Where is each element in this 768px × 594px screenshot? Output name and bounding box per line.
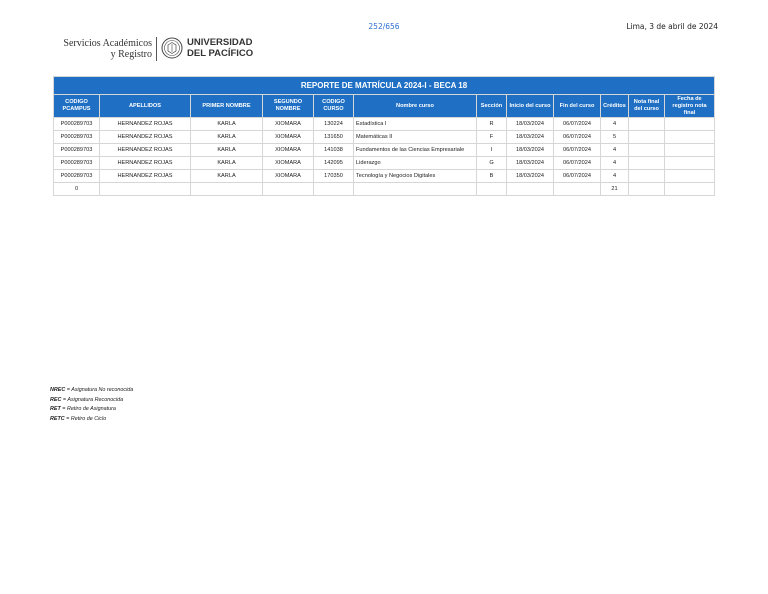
column-header: Inicio del curso bbox=[507, 95, 554, 118]
table-cell bbox=[629, 157, 665, 170]
table-cell: XIOMARA bbox=[263, 144, 314, 157]
table-cell: F bbox=[477, 131, 507, 144]
column-header: Créditos bbox=[601, 95, 629, 118]
table-cell: HERNANDEZ ROJAS bbox=[100, 170, 191, 183]
table-cell: 4 bbox=[601, 144, 629, 157]
table-cell: KARLA bbox=[191, 118, 263, 131]
department-name bbox=[63, 38, 152, 60]
table-cell: 06/07/2024 bbox=[554, 118, 601, 131]
table-cell bbox=[665, 144, 715, 157]
legend-item bbox=[50, 386, 133, 396]
university-line-1: UNIVERSIDAD bbox=[187, 37, 253, 48]
report-body bbox=[54, 118, 715, 196]
table-cell: 18/03/2024 bbox=[507, 144, 554, 157]
legend-abbr: RET bbox=[50, 406, 61, 412]
table-cell bbox=[354, 183, 477, 196]
table-cell: XIOMARA bbox=[263, 157, 314, 170]
table-cell: P000289703 bbox=[54, 157, 100, 170]
table-cell: Fundamentos de las Ciencias Empresariale bbox=[354, 144, 477, 157]
table-cell: B bbox=[477, 170, 507, 183]
university-name bbox=[187, 38, 253, 59]
table-row bbox=[54, 118, 715, 131]
department-line-2: y Registro bbox=[110, 49, 152, 60]
table-cell: 130224 bbox=[314, 118, 354, 131]
table-cell: KARLA bbox=[191, 131, 263, 144]
column-header: Sección bbox=[477, 95, 507, 118]
table-cell: XIOMARA bbox=[263, 131, 314, 144]
table-cell bbox=[507, 183, 554, 196]
table-cell: Liderazgo bbox=[354, 157, 477, 170]
table-cell: 131650 bbox=[314, 131, 354, 144]
table-cell bbox=[191, 183, 263, 196]
table-cell: Tecnología y Negocios Digitales bbox=[354, 170, 477, 183]
table-cell: P000289703 bbox=[54, 118, 100, 131]
table-cell: R bbox=[477, 118, 507, 131]
column-header: PRIMER NOMBRE bbox=[191, 95, 263, 118]
table-cell: 4 bbox=[601, 170, 629, 183]
table-cell bbox=[314, 183, 354, 196]
table-row bbox=[54, 131, 715, 144]
table-cell: 21 bbox=[601, 183, 629, 196]
table-cell bbox=[665, 131, 715, 144]
legend-abbr: REC bbox=[50, 396, 62, 403]
table-cell: 4 bbox=[601, 157, 629, 170]
legend-text: Asignatura Reconocida bbox=[67, 396, 124, 403]
table-cell: 170350 bbox=[314, 170, 354, 183]
table-cell: I bbox=[477, 144, 507, 157]
table-cell bbox=[629, 170, 665, 183]
table-cell: 142095 bbox=[314, 157, 354, 170]
document-date: Lima, 3 de abril de 2024 bbox=[626, 22, 718, 31]
table-cell: G bbox=[477, 157, 507, 170]
legend-text: Retiro de Ciclo bbox=[70, 415, 107, 422]
table-cell bbox=[629, 183, 665, 196]
table-cell: KARLA bbox=[191, 157, 263, 170]
table-cell bbox=[477, 183, 507, 196]
university-line-2: DEL PACÍFICO bbox=[187, 47, 254, 59]
column-header: Nota final del curso bbox=[629, 95, 665, 118]
legend-text: Retiro de Asignatura bbox=[66, 406, 116, 412]
legend-separator: = bbox=[60, 406, 67, 412]
university-logo bbox=[62, 37, 262, 63]
table-cell: 18/03/2024 bbox=[507, 170, 554, 183]
column-header: Nombre curso bbox=[354, 95, 477, 118]
table-row bbox=[54, 183, 715, 196]
table-cell: 5 bbox=[601, 131, 629, 144]
table-cell: 141038 bbox=[314, 144, 354, 157]
table-cell: 18/03/2024 bbox=[507, 131, 554, 144]
table-row bbox=[54, 170, 715, 183]
table-cell: 0 bbox=[54, 183, 100, 196]
legend-item bbox=[50, 396, 133, 406]
page-counter: 252/656 bbox=[368, 22, 400, 31]
legend-item bbox=[50, 405, 133, 415]
table-cell: KARLA bbox=[191, 170, 263, 183]
table-cell: HERNANDEZ ROJAS bbox=[100, 131, 191, 144]
legend-abbr: RETC bbox=[50, 415, 65, 422]
table-cell bbox=[629, 131, 665, 144]
column-header: CODIGO PCAMPUS bbox=[54, 95, 100, 118]
enrollment-report-table bbox=[53, 76, 715, 196]
column-header: SEGUNDO NOMBRE bbox=[263, 95, 314, 118]
legend-abbr: NREC bbox=[50, 387, 66, 393]
table-cell bbox=[263, 183, 314, 196]
table-cell bbox=[665, 157, 715, 170]
legend bbox=[50, 386, 133, 424]
legend-separator: = bbox=[61, 396, 68, 403]
table-row bbox=[54, 144, 715, 157]
legend-item bbox=[50, 415, 133, 425]
table-cell: 06/07/2024 bbox=[554, 157, 601, 170]
table-cell: 06/07/2024 bbox=[554, 144, 601, 157]
table-cell: P000289703 bbox=[54, 170, 100, 183]
legend-separator: = bbox=[64, 415, 71, 422]
table-cell: HERNANDEZ ROJAS bbox=[100, 157, 191, 170]
table-cell bbox=[665, 118, 715, 131]
table-cell: 4 bbox=[601, 118, 629, 131]
column-header: Fin del curso bbox=[554, 95, 601, 118]
table-cell: 06/07/2024 bbox=[554, 131, 601, 144]
report-title: REPORTE DE MATRÍCULA 2024-I - BECA 18 bbox=[54, 77, 715, 95]
logo-divider bbox=[156, 37, 157, 61]
table-cell bbox=[665, 183, 715, 196]
table-cell: 06/07/2024 bbox=[554, 170, 601, 183]
table-cell: KARLA bbox=[191, 144, 263, 157]
table-cell bbox=[665, 170, 715, 183]
table-cell bbox=[554, 183, 601, 196]
column-header-row bbox=[54, 95, 715, 118]
department-line-1: Servicios Académicos bbox=[63, 38, 152, 49]
table-cell: 18/03/2024 bbox=[507, 118, 554, 131]
column-header: APELLIDOS bbox=[100, 95, 191, 118]
table-row bbox=[54, 157, 715, 170]
column-header: Fecha de registro nota final bbox=[665, 95, 715, 118]
column-header: CODIGO CURSO bbox=[314, 95, 354, 118]
table-cell: HERNANDEZ ROJAS bbox=[100, 144, 191, 157]
table-cell bbox=[100, 183, 191, 196]
table-cell bbox=[629, 118, 665, 131]
table-cell: XIOMARA bbox=[263, 170, 314, 183]
table-cell: P000289703 bbox=[54, 131, 100, 144]
table-cell bbox=[629, 144, 665, 157]
table-cell: 18/03/2024 bbox=[507, 157, 554, 170]
table-cell: XIOMARA bbox=[263, 118, 314, 131]
table-cell: P000289703 bbox=[54, 144, 100, 157]
table-cell: Matemáticas II bbox=[354, 131, 477, 144]
table-cell: Estadística I bbox=[354, 118, 477, 131]
legend-separator: = bbox=[65, 387, 72, 393]
table-cell: HERNANDEZ ROJAS bbox=[100, 118, 191, 131]
university-seal-icon bbox=[161, 37, 183, 59]
legend-text: Asignatura No reconocida bbox=[71, 387, 134, 393]
